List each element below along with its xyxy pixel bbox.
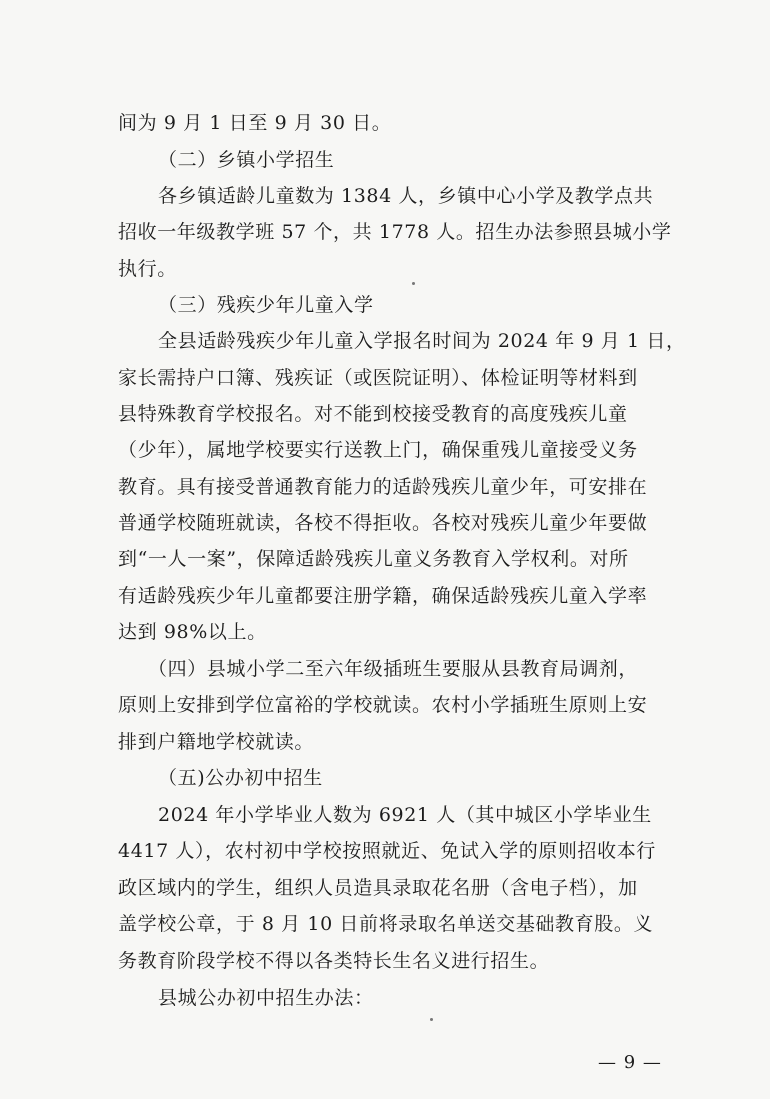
text-line-12: 普通学校随班就读，各校不得拒收。各校对残疾儿童少年要做 (118, 512, 648, 534)
section-heading-4: （四）县城小学二至六年级插班生要服从县教育局调剂， (148, 658, 639, 680)
text-line-11: 教育。具有接受普通教育能力的适龄残疾儿童少年，可安排在 (118, 476, 648, 498)
section-heading-3: （三）残疾少年儿童入学 (158, 294, 374, 316)
text-line-1: 间为 9 月 1 日至 9 月 30 日。 (118, 112, 392, 134)
text-line-25: 县城公办初中招生办法： (158, 987, 374, 1009)
text-line-21: 4417 人），农村初中学校按照就近、免试入学的原则招收本行 (118, 840, 656, 862)
scan-speck (430, 1018, 433, 1021)
scan-speck (412, 282, 415, 285)
section-heading-5: （五)公办初中招生 (158, 767, 323, 789)
text-line-18: 排到户籍地学校就读。 (118, 731, 315, 753)
text-line-9: 县特殊教育学校报名。对不能到校接受教育的高度残疾儿童 (118, 403, 628, 425)
text-line-13: 到“一人一案”，保障适龄残疾儿童义务教育入学权利。对所 (118, 548, 629, 570)
text-line-3: 各乡镇适龄儿童数为 1384 人，乡镇中心小学及教学点共 (158, 185, 654, 207)
text-line-20: 2024 年小学毕业人数为 6921 人（其中城区小学毕业生 (158, 804, 652, 826)
text-line-24: 务教育阶段学校不得以各类特长生名义进行招生。 (118, 950, 550, 972)
text-line-4: 招收一年级教学班 57 个，共 1778 人。招生办法参照县城小学 (118, 221, 672, 243)
page-number: — 9 — (598, 1052, 662, 1073)
section-heading-2: （二）乡镇小学招生 (158, 149, 335, 171)
text-line-8: 家长需持户口簿、残疾证（或医院证明）、体检证明等材料到 (118, 367, 638, 389)
text-line-14: 有适龄残疾少年儿童都要注册学籍，确保适龄残疾儿童入学率 (118, 585, 648, 607)
text-line-10: （少年），属地学校要实行送教上门，确保重残儿童接受义务 (118, 439, 638, 461)
text-line-7: 全县适龄残疾少年儿童入学报名时间为 2024 年 9 月 1 日， (158, 330, 686, 352)
text-line-17: 原则上安排到学位富裕的学校就读。农村小学插班生原则上安 (118, 694, 648, 716)
text-line-15: 达到 98%以上。 (118, 621, 267, 643)
text-line-22: 政区域内的学生，组织人员造具录取花名册（含电子档），加 (118, 877, 638, 899)
text-line-5: 执行。 (118, 258, 177, 280)
text-line-23: 盖学校公章，于 8 月 10 日前将录取名单送交基础教育股。义 (118, 913, 654, 935)
